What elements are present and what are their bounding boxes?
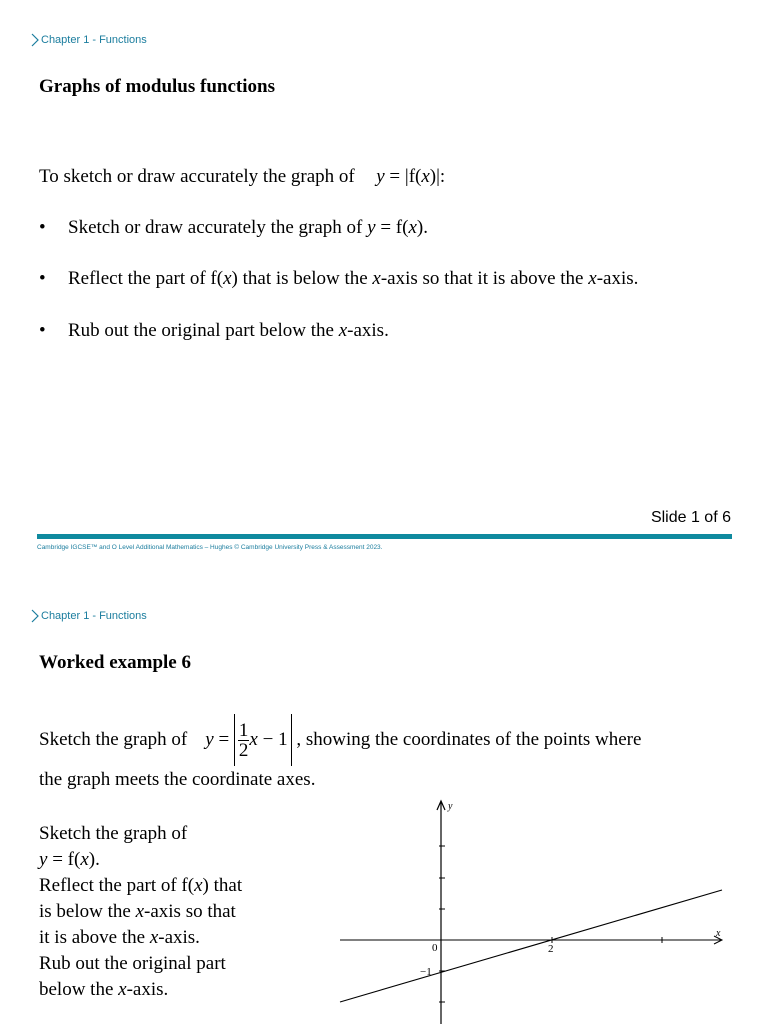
- step-text: ).: [88, 849, 100, 870]
- step-var: x: [149, 927, 159, 948]
- formula-eq: =: [213, 729, 234, 750]
- step-line: Rub out the original part: [39, 953, 226, 974]
- step-var: x: [194, 875, 203, 896]
- chevron-right-icon: [30, 608, 40, 624]
- bullet-text: ).: [416, 217, 428, 238]
- intro-var-x: x: [421, 166, 430, 187]
- step-text: -axis so that: [144, 901, 236, 922]
- step-var: x: [118, 979, 127, 1000]
- bullet-var: x: [372, 268, 381, 289]
- step-var: y: [39, 849, 48, 870]
- step-text: Reflect the part of f(: [39, 875, 195, 896]
- prompt-line: [39, 714, 641, 766]
- bullet-text: -axis.: [347, 320, 389, 341]
- bullet-text: = f(: [375, 217, 409, 238]
- step-line: [39, 977, 279, 1003]
- step-text: it is above the: [39, 927, 150, 948]
- breadcrumb-label: Chapter 1 - Functions: [41, 34, 147, 46]
- bullet-icon: •: [39, 217, 46, 238]
- slide-2: [0, 576, 768, 1024]
- intro-formula-eq: = |f(: [384, 166, 422, 187]
- bullet-text: Sketch or draw accurately the graph of: [68, 217, 368, 238]
- bullet-item: [39, 217, 428, 239]
- method-steps: [39, 821, 279, 1003]
- bullet-item: [39, 268, 638, 290]
- bullet-var: x: [588, 268, 597, 289]
- step-var: x: [135, 901, 145, 922]
- y-intercept-label: −1: [420, 966, 432, 978]
- chevron-right-icon: [30, 32, 40, 48]
- x-intercept-label: 2: [548, 943, 554, 955]
- bullet-var: x: [223, 268, 232, 289]
- bullet-text: Reflect the part of f(: [68, 268, 224, 289]
- formula-minus: − 1: [257, 729, 288, 750]
- intro-line: [39, 166, 445, 188]
- step-line: [39, 899, 279, 925]
- slide-title: Worked example 6: [39, 652, 191, 673]
- intro-var-y: y: [376, 166, 385, 187]
- bullet-var: x: [408, 217, 417, 238]
- prompt-prefix: Sketch the graph of: [39, 729, 188, 750]
- step-line: [39, 873, 279, 899]
- breadcrumb[interactable]: [30, 608, 147, 624]
- bullet-text: -axis so that it is above the: [380, 268, 589, 289]
- line-graph: [330, 796, 730, 1024]
- bullet-text: ) that is below the: [231, 268, 373, 289]
- fraction: [238, 721, 250, 760]
- bullet-icon: •: [39, 268, 46, 289]
- fraction-numerator: 1: [238, 720, 249, 742]
- step-text: -axis.: [158, 927, 200, 948]
- intro-prefix: To sketch or draw accurately the graph of: [39, 166, 355, 187]
- bullet-var: x: [338, 320, 348, 341]
- step-line: [39, 925, 279, 951]
- step-text: below the: [39, 979, 119, 1000]
- bullet-var: y: [367, 217, 376, 238]
- y-axis-label: y: [448, 801, 453, 812]
- step-var: x: [80, 849, 89, 870]
- origin-label: 0: [432, 942, 438, 954]
- intro-formula-end: )|:: [429, 166, 446, 187]
- absolute-value-expression: [234, 714, 292, 766]
- graph-line: [340, 890, 722, 1002]
- step-text: = f(: [47, 849, 81, 870]
- footer-rule: [37, 534, 732, 539]
- step-text: is below the: [39, 901, 136, 922]
- bullet-icon: •: [39, 320, 46, 341]
- step-text: ) that: [202, 875, 243, 896]
- breadcrumb-label: Chapter 1 - Functions: [41, 610, 147, 622]
- step-text: -axis.: [126, 979, 169, 1000]
- formula-var-x: x: [249, 729, 258, 750]
- step-line: Sketch the graph of: [39, 823, 188, 844]
- axis-ticks: [439, 846, 662, 1002]
- prompt-suffix: , showing the coordinates of the points where: [291, 729, 642, 750]
- bullet-text: Rub out the original part below the: [68, 320, 339, 341]
- slide-title: Graphs of modulus functions: [39, 76, 275, 97]
- bullet-text: -axis.: [596, 268, 639, 289]
- slide-number: Slide 1 of 6: [650, 509, 731, 526]
- footer-copyright: Cambridge IGCSE™ and O Level Additional Mathematics – Hughes © Cambridge University Press & Assessment 2023.: [37, 544, 383, 551]
- prompt-line-2: the graph meets the coordinate axes.: [39, 769, 316, 790]
- step-line: [39, 847, 279, 873]
- bullet-item: [39, 320, 389, 342]
- formula-var-y: y: [205, 729, 214, 750]
- breadcrumb[interactable]: [30, 32, 147, 48]
- fraction-denominator: 2: [238, 740, 249, 762]
- x-axis-label: x: [716, 928, 721, 939]
